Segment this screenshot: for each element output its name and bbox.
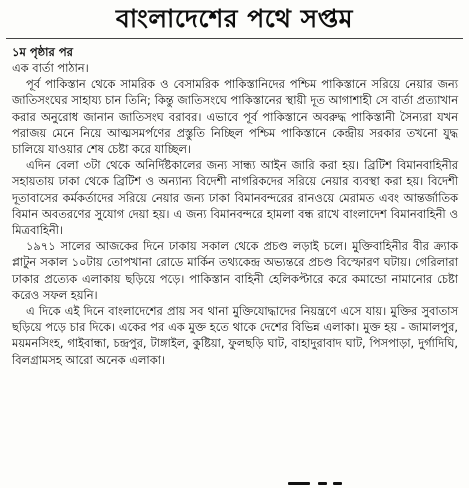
article-paragraph: এ দিকে এই দিনে বাংলাদেশের প্রায় সব থানা মুক্তিযোদ্ধাদের নিয়ন্ত্রণে এসে যায়। মুক্তির সুবাতাস ছড়িয়ে পড়ে চার দিকে। একের পর এক মুক্ত হতে থাকে দেশের বিভিন্ন এলাকা। মুক্ত হয় - জামালপুর, ময়মনসিংহ, গাইবান্ধা, চন্দ্রপুর, টাঙ্গাইল, কুষ্টিয়া, ফুলছড়ি ঘাট, বাহাদুরাবাদ ঘাট, পিসপাড়া, দুর্গাদিঘি, বিলগ্রামসহ আরো অনেক এলাকা। xyxy=(12,304,458,367)
continued-from-label: ১ম পৃষ্ঠার পর xyxy=(12,45,73,59)
fragment-stroke xyxy=(333,482,342,485)
article-body xyxy=(12,44,458,368)
article-headline: বাংলাদেশের পথে সপ্তম xyxy=(115,4,354,33)
article-paragraph: এক বার্তা পাঠান। xyxy=(12,61,89,75)
headline-divider xyxy=(6,38,463,39)
article-paragraph: ১৯৭১ সালের আজকের দিনে ঢাকায় সকাল থেকে প্রচণ্ড লড়াই চলে। মুক্তিবাহিনীর বীর ক্র্যাক প্লাটুন সকাল ১০টায় তোপখানা রোডে মার্কিন তথ্যকেন্দ্র অভ্যন্তরে প্রচণ্ড বিস্ফোরণ ঘটায়। গেরিলারা ঢাকার প্রত্যেক এলাকায় ছড়িয়ে পড়ে। পাকিস্তান বাহিনী হেলিকপ্টারে করে কমান্ডো নামানোর চেষ্টা করেও সফল হয়নি। xyxy=(12,239,458,302)
fragment-stroke xyxy=(318,482,327,485)
article-paragraph: এদিন বেলা ৩টা থেকে অনির্দিষ্টকালের জন্য সান্ধ্য আইন জারি করা হয়। ব্রিটিশ বিমানবাহিনীর সহায়তায় ঢাকা থেকে ব্রিটিশ ও অন্যান্য বিদেশী নাগরিকদের সরিয়ে নেয়ার ব্যবস্থা করা হয়। বিদেশী দূতাবাসের কর্মকর্তাদের সরিয়ে নেয়ার জন্য ঢাকা বিমানবন্দরের রানওয়ে মেরামত এবং আন্তর্জাতিক বিমান অবতরণের সুযোগ দেয়া হয়। এ জন্য বিমানবন্দরে হামলা বন্ধ রাখে বাংলাদেশ বিমানবাহিনী ও মিত্রবাহিনী। xyxy=(12,158,458,238)
article-paragraph: পূর্ব পাকিস্তান থেকে সামরিক ও বেসামরিক পাকিস্তানিদের পশ্চিম পাকিস্তানে সরিয়ে নেয়ার জন্য জাতিসংঘের সাহায্য চান তিনি; কিন্তু জাতিসংঘে পাকিস্তানের স্থায়ী দূত আগাশাহী সে বার্তা প্রত্যাখান করার অনুরোধ জানান জাতিসংঘ বরাবর। এভাবে পূর্ব পাকিস্তানে অবরুদ্ধ পাকিস্তানী সৈন্যরা যখন পরাজয় মেনে নিয়ে আত্মসমর্পণের প্রস্তুতি নিচ্ছিল পশ্চিম পাকিস্তানে কেন্দ্রীয় সরকার তখনো যুদ্ধ চালিয়ে যাওয়ার শেষ চেষ্টা করে যাচ্ছিল। xyxy=(12,77,458,157)
fragment-stroke xyxy=(288,482,310,485)
cropped-next-article-fragment xyxy=(288,476,348,488)
